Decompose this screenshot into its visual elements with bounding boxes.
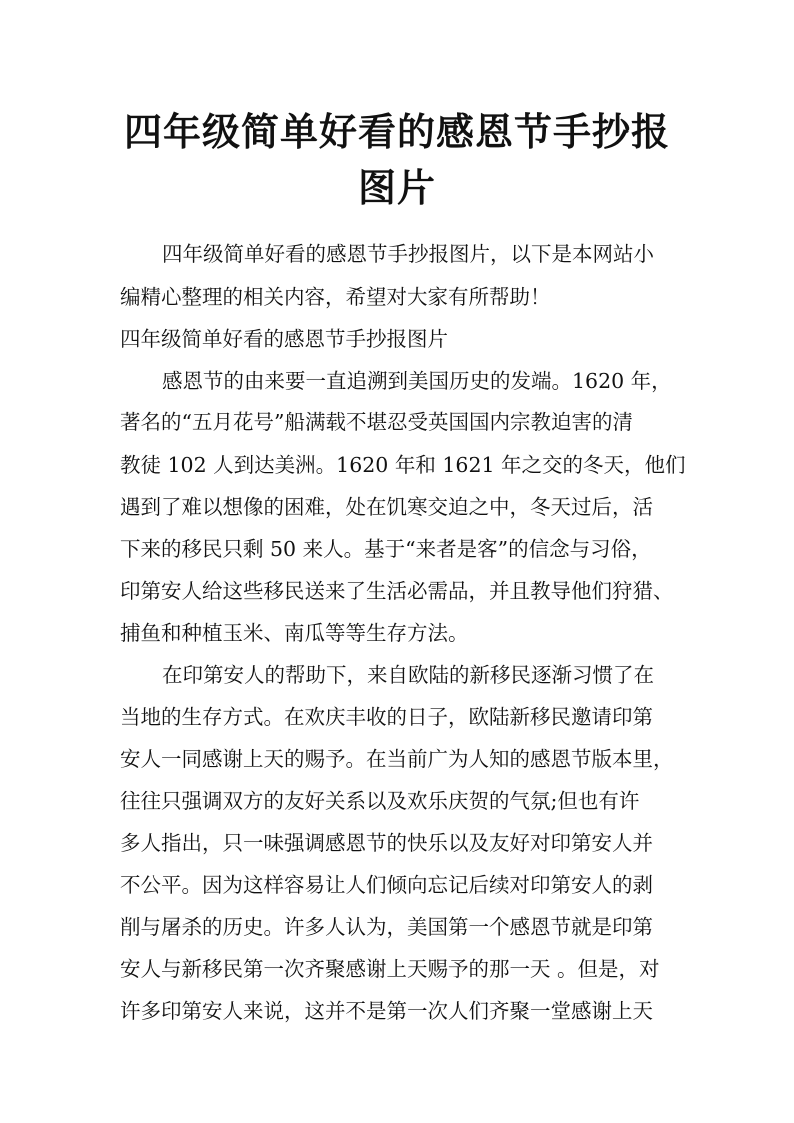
- paragraph-line: 四年级简单好看的感恩节手抄报图片: [120, 327, 448, 351]
- paragraph-line: 安人与新移民第一次齐聚感谢上天赐予的那一天 。但是，对: [120, 957, 660, 981]
- paragraph-line: 教徒 102 人到达美洲。1620 年和 1621 年之交的冬天，他们: [120, 453, 686, 477]
- paragraph-line: 遇到了难以想像的困难，处在饥寒交迫之中，冬天过后，活: [120, 495, 653, 519]
- paragraph-line: 在印第安人的帮助下，来自欧陆的新移民逐渐习惯了在: [162, 663, 654, 687]
- paragraph-line: 当地的生存方式。在欢庆丰收的日子，欧陆新移民邀请印第: [120, 705, 653, 729]
- paragraph-line: 不公平。因为这样容易让人们倾向忘记后续对印第安人的剥: [120, 873, 653, 897]
- paragraph-line: 多人指出，只一味强调感恩节的快乐以及友好对印第安人并: [120, 831, 653, 855]
- paragraph-line: 著名的“五月花号”船满载不堪忍受英国国内宗教迫害的清: [120, 410, 633, 434]
- paragraph-line: 印第安人给这些移民送来了生活必需品，并且教导他们狩猎、: [120, 579, 674, 603]
- paragraph-line: 编精心整理的相关内容，希望对大家有所帮助！: [120, 285, 551, 309]
- paragraph-line: 四年级简单好看的感恩节手抄报图片，以下是本网站小: [162, 242, 654, 266]
- paragraph-line: 感恩节的由来要一直追溯到美国历史的发端。1620 年，: [162, 369, 672, 393]
- paragraph-line: 往往只强调双方的友好关系以及欢乐庆贺的气氛;但也有许: [120, 789, 640, 813]
- paragraph-line: 安人一同感谢上天的赐予。在当前广为人知的感恩节版本里，: [120, 747, 674, 771]
- paragraph-line: 捕鱼和种植玉米、南瓜等等生存方法。: [120, 621, 469, 645]
- paragraph-line: 许多印第安人来说，这并不是第一次人们齐聚一堂感谢上天: [120, 999, 653, 1023]
- paragraph-line: 削与屠杀的历史。许多人认为，美国第一个感恩节就是印第: [120, 915, 653, 939]
- document-title: 四年级简单好看的感恩节手抄报图片: [123, 110, 670, 210]
- paragraph-line: 下来的移民只剩 50 来人。基于“来者是客”的信念与习俗，: [120, 537, 652, 561]
